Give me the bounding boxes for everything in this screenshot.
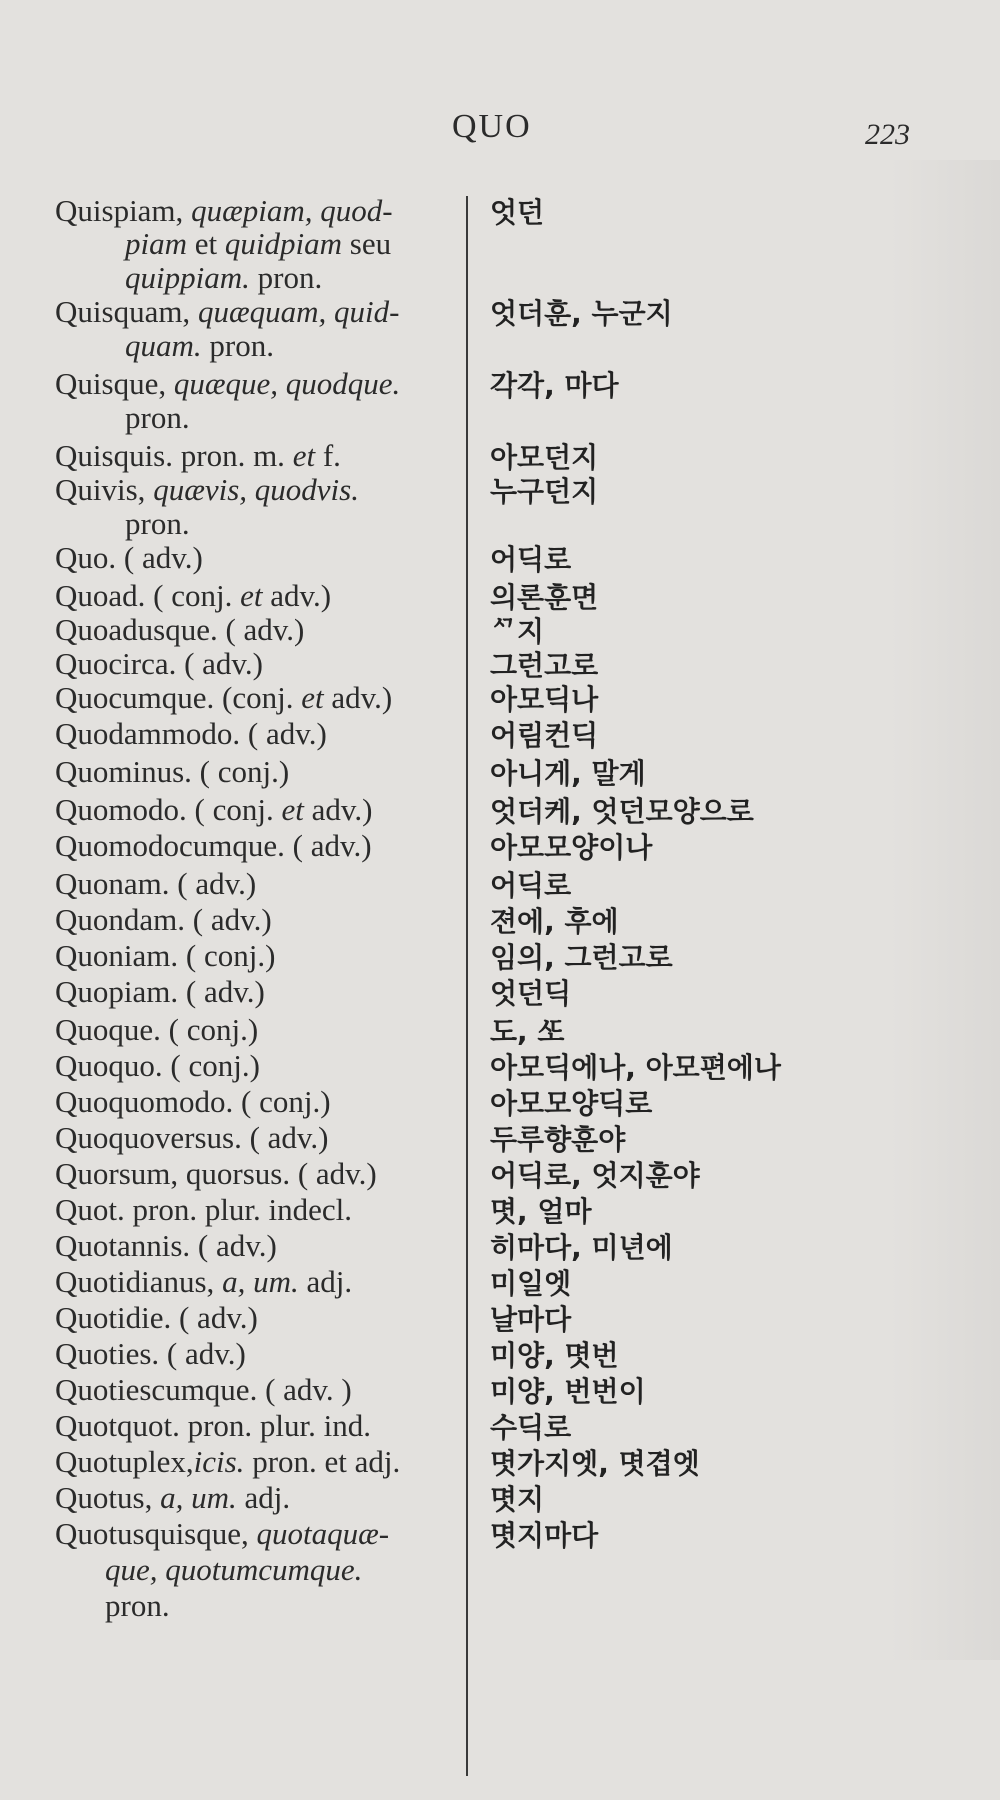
latin-italic-text: quidpiam (224, 226, 342, 261)
latin-text: Quorsum, quorsus. ( adv.) (55, 1156, 377, 1191)
latin-text: Quotus, (55, 1480, 161, 1515)
entry-headword-line (55, 1122, 329, 1153)
latin-italic-text: quæque, quodque. (173, 366, 401, 401)
korean-gloss: 어딕로, 엇지훈야 (490, 1159, 700, 1192)
latin-italic-text: quævis, quodvis. (153, 472, 359, 507)
korean-gloss: 임의, 그런고로 (490, 941, 673, 974)
entry-headword-line (55, 1266, 352, 1297)
entry-headword-line (55, 1230, 277, 1261)
entry-headword-line (55, 474, 359, 505)
entry-headword-line (55, 1374, 352, 1405)
latin-italic-text: a, um. (222, 1264, 299, 1299)
entry-headword-line (55, 718, 327, 749)
latin-text: Quomodo. ( conj. (55, 792, 282, 827)
entry-continuation-line (125, 508, 190, 539)
latin-italic-text: quotumcumque. (165, 1552, 363, 1587)
entry-headword-line (55, 976, 265, 1007)
entry-headword-line (55, 580, 331, 611)
entry-headword-line (55, 1194, 352, 1225)
entry-headword-line (55, 682, 392, 713)
entry-headword-line (55, 1158, 377, 1189)
latin-text: pron. (125, 506, 190, 541)
korean-gloss: 아모던지 (490, 441, 599, 474)
korean-gloss: 엇더케, 엇던모양으로 (490, 795, 754, 828)
korean-gloss: ᄭ지 (490, 615, 545, 648)
korean-gloss: 미양, 몃번 (490, 1339, 619, 1372)
entry-headword-line (55, 440, 341, 471)
entry-headword-line (55, 1482, 290, 1513)
korean-gloss: 도, ᄯᅩ (490, 1015, 565, 1048)
latin-text: Quoniam. ( conj.) (55, 938, 276, 973)
latin-text: seu (342, 226, 392, 261)
latin-text: Quonam. ( adv.) (55, 866, 257, 901)
korean-gloss: 몃가지엣, 몃겹엣 (490, 1447, 700, 1480)
korean-gloss: 어딕로 (490, 869, 572, 902)
latin-text: pron. (249, 260, 323, 295)
latin-text: pron. et adj. (244, 1444, 401, 1479)
entry-headword-line (55, 830, 372, 861)
latin-text: Quoad. ( conj. (55, 578, 241, 613)
latin-italic-text: piam (125, 226, 187, 261)
entry-headword-line (55, 1338, 246, 1369)
page-number: 223 (865, 118, 910, 151)
entry-headword-line (55, 940, 275, 971)
entry-headword-line (55, 756, 289, 787)
latin-text: Quotannis. ( adv.) (55, 1228, 277, 1263)
entry-continuation-line (105, 1590, 170, 1621)
latin-text: Quo. ( adv.) (55, 540, 203, 575)
latin-text: Quotusquisque, (55, 1516, 257, 1551)
latin-text: Quotuplex, (55, 1444, 194, 1479)
entry-headword-line (55, 1086, 331, 1117)
latin-text: Quispiam, (55, 193, 192, 228)
entry-continuation-line (125, 228, 391, 259)
korean-gloss: 날마다 (490, 1303, 572, 1336)
entry-headword-line (55, 868, 256, 899)
entry-headword-line (55, 1446, 400, 1477)
entry-headword-line (55, 1410, 371, 1441)
korean-gloss: 히마다, 미년에 (490, 1231, 673, 1264)
latin-italic-text: et (240, 578, 263, 613)
latin-text: Quoquoversus. ( adv.) (55, 1120, 329, 1155)
korean-gloss: 젼에, 후에 (490, 905, 619, 938)
latin-text: Quodammodo. ( adv.) (55, 716, 327, 751)
latin-italic-text: et (301, 680, 324, 715)
korean-gloss: 엇던 (490, 196, 545, 229)
entry-headword-line (55, 648, 263, 679)
latin-text: adj. (236, 1480, 291, 1515)
korean-gloss: 아모모양이나 (490, 831, 653, 864)
latin-text: pron. (105, 1588, 170, 1623)
latin-text: Quominus. ( conj.) (55, 754, 290, 789)
korean-gloss: 아모딕에나, 아모편에나 (490, 1051, 781, 1084)
latin-text: Quot. pron. plur. indecl. (55, 1192, 353, 1227)
page-header-title: QUO (452, 108, 532, 145)
latin-text: pron. (125, 400, 190, 435)
entry-headword-line (55, 195, 393, 226)
latin-text: Quocumque. (conj. (55, 680, 302, 715)
korean-gloss: 각각, 마다 (490, 369, 619, 402)
latin-italic-text: et (292, 438, 316, 473)
korean-gloss: 몃, 얼마 (490, 1195, 592, 1228)
korean-gloss: 의론훈면 (490, 581, 599, 614)
latin-italic-text: a, um. (160, 1480, 237, 1515)
latin-text: adj. (298, 1264, 353, 1299)
latin-text: Quotidianus, (55, 1264, 223, 1299)
facing-page-bleed (890, 160, 1000, 1660)
latin-text: f. (315, 438, 341, 473)
entry-headword-line (55, 904, 272, 935)
latin-text: Quotquot. pron. plur. ind. (55, 1408, 372, 1443)
latin-text: Quopiam. ( adv.) (55, 974, 265, 1009)
entry-headword-line (55, 1014, 258, 1045)
latin-text: adv.) (262, 578, 332, 613)
entry-continuation-line (125, 402, 190, 433)
korean-gloss: 그런고로 (490, 649, 599, 682)
latin-italic-text: quippiam. (125, 260, 250, 295)
entry-headword-line (55, 1302, 258, 1333)
latin-text: Quoquo. ( conj.) (55, 1048, 260, 1083)
latin-text: Quoadusque. ( adv.) (55, 612, 305, 647)
korean-gloss: 엇던딕 (490, 977, 572, 1010)
entry-headword-line (55, 614, 304, 645)
latin-text: pron. (201, 328, 274, 363)
latin-text: Quivis, (55, 472, 154, 507)
korean-gloss: 두루향훈야 (490, 1123, 626, 1156)
latin-text: adv.) (323, 680, 393, 715)
latin-italic-text: quotaquæ- (256, 1516, 390, 1551)
latin-text: Quoquomodo. ( conj.) (55, 1084, 331, 1119)
latin-text: Quondam. ( adv.) (55, 902, 272, 937)
korean-gloss: 미양, 번번이 (490, 1375, 646, 1408)
korean-gloss: 미일엣 (490, 1267, 572, 1300)
entry-continuation-line (125, 262, 322, 293)
latin-italic-text: icis. (193, 1444, 245, 1479)
latin-text: Quisquam, (55, 294, 198, 329)
latin-text: Quoties. ( adv.) (55, 1336, 246, 1371)
latin-italic-text: que, (105, 1552, 158, 1587)
entry-continuation-line (125, 330, 274, 361)
latin-italic-text: et (281, 792, 304, 827)
latin-text: Quotidie. ( adv.) (55, 1300, 258, 1335)
korean-gloss: 엇더훈, 누군지 (490, 297, 673, 330)
korean-gloss: 누구던지 (490, 475, 599, 508)
entry-headword-line (55, 296, 399, 327)
korean-gloss: 아니게, 말게 (490, 757, 646, 790)
entry-headword-line (55, 368, 400, 399)
latin-italic-text: quæquam, quid- (197, 294, 400, 329)
korean-gloss: 어딕로 (490, 543, 572, 576)
korean-gloss: 아모딕나 (490, 683, 599, 716)
korean-gloss: 어림컨딕 (490, 719, 599, 752)
latin-text: Quocirca. ( adv.) (55, 646, 263, 681)
entry-continuation-line (105, 1554, 362, 1585)
korean-gloss: 수딕로 (490, 1411, 572, 1444)
column-divider (466, 196, 468, 1776)
entry-headword-line (55, 1518, 389, 1549)
latin-italic-text: quæpiam, quod- (191, 193, 393, 228)
latin-text: Quoque. ( conj.) (55, 1012, 259, 1047)
latin-text: Quotiescumque. ( adv. ) (55, 1372, 352, 1407)
entry-headword-line (55, 794, 372, 825)
korean-gloss: 몃지 (490, 1483, 545, 1516)
korean-gloss: 아모모양딕로 (490, 1087, 653, 1120)
latin-text: Quisquis. pron. m. (55, 438, 293, 473)
latin-text: adv.) (303, 792, 373, 827)
latin-text: Quomodocumque. ( adv.) (55, 828, 372, 863)
entry-headword-line (55, 1050, 260, 1081)
entry-headword-line (55, 542, 203, 573)
latin-text: Quisque, (55, 366, 174, 401)
latin-italic-text: quam. (125, 328, 202, 363)
korean-gloss: 몃지마다 (490, 1519, 599, 1552)
latin-text: et (187, 226, 225, 261)
